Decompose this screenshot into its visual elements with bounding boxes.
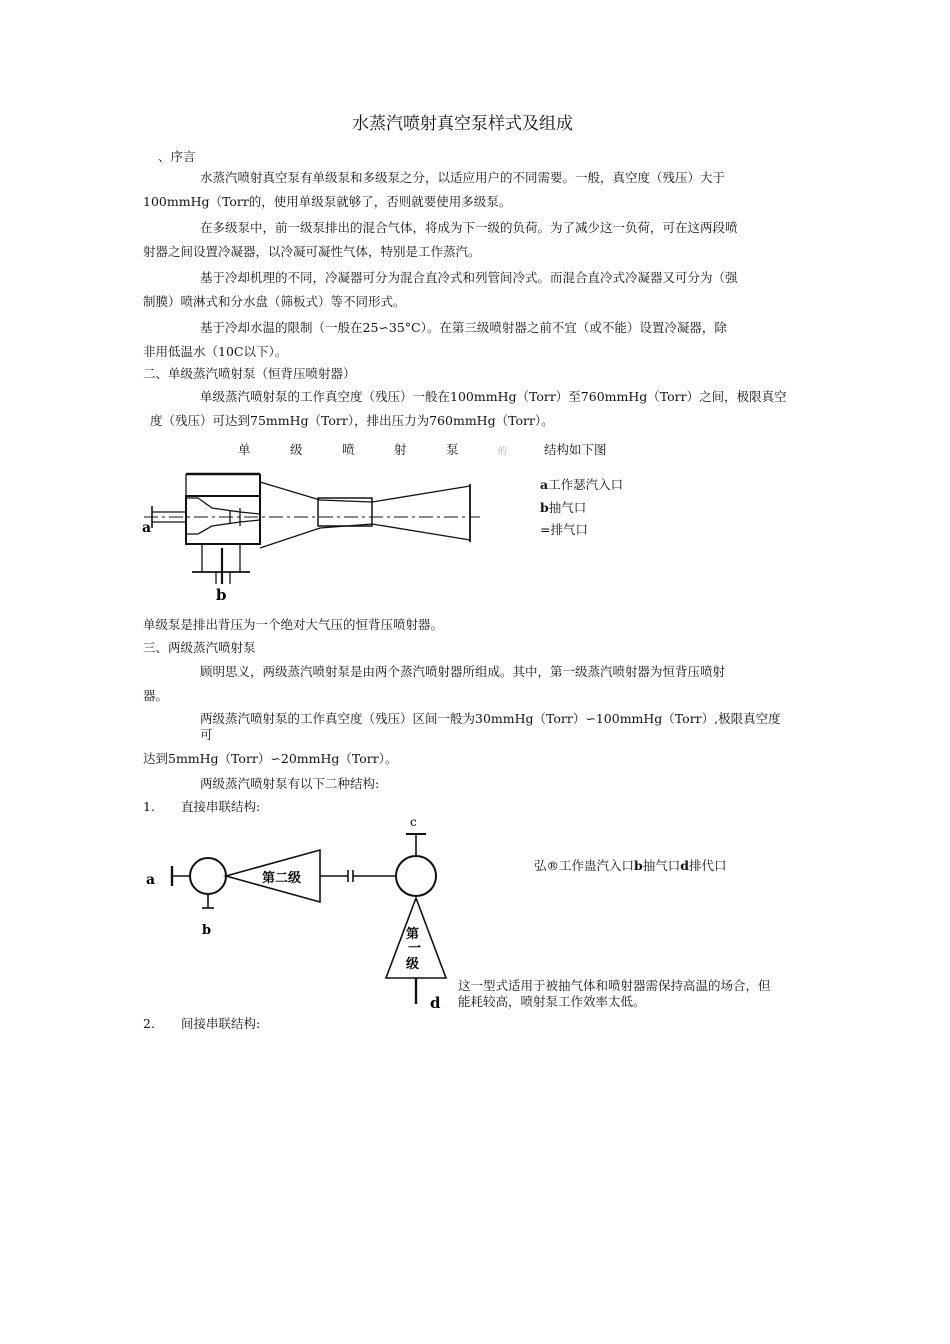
single-stage-ejector-diagram [140, 468, 485, 608]
caption-char: 级 [290, 442, 303, 457]
caption-tail: 结构如下图 [544, 442, 607, 457]
caption-char: 泵 [446, 442, 459, 457]
legend-b-key: b [540, 500, 549, 515]
legend-a [540, 477, 623, 493]
section-3-heading: 三、两级蒸汽喷射泵 [143, 640, 256, 655]
two-stage-direct-series-diagram [140, 812, 450, 1012]
para-4-line-2: 非用低温水（10C以下）。 [143, 344, 288, 359]
caption-char: 的 [498, 447, 508, 457]
page-title: 水蒸汽喷射真空泵样式及组成 [352, 114, 573, 134]
sec3-para-1-line-1: 顾明思义，两级蒸汽喷射泵是由两个蒸汽喷射器所组成。其中，第一级蒸汽喷射器为恒背压喷射 [200, 664, 726, 679]
sec3-para-2-line-1: 两级蒸汽喷射泵的工作真空度（残压）区间一般为30mmHg（Torr）∽100mmHg（Torr）,极限真空度 [200, 711, 781, 726]
list-item-2-text: 间接串联结构: [181, 1016, 261, 1031]
figure-2-legend-d: 排代口 [689, 858, 727, 873]
stage-1-label-top: 第 [406, 927, 420, 942]
stage-1-label-mid: 一 [408, 941, 422, 956]
figure-2-legend-a: 弘®工作蛊汽入口 [534, 858, 635, 873]
figure-2-note-line-2: 能耗较高，喷射泵工作效率太低。 [458, 994, 646, 1009]
figure-2-label-d: d [430, 994, 441, 1012]
para-2-line-1: 在多级泵中，前一级泵排出的混合气体，将成为下一级的负荷。为了减少这一负荷，可在这两段喷 [200, 220, 738, 235]
para-4-line-1: 基于冷却水温的限制（一般在25∽35°C）。在第三级喷射器之前不宜（或不能）设置冷凝器，除 [200, 320, 727, 335]
figure-1-caption [238, 442, 607, 460]
figure-2-legend-b: 抽气口 [642, 858, 681, 873]
sec2-para-line-1: 单级蒸汽喷射泵的工作真空度（残压）一般在100mmHg（Torr）至760mmHg（Torr）之间，极限真空 [200, 389, 787, 404]
figure-1-label-a: a [142, 520, 152, 536]
para-3-line-2: 制膜）喷淋式和分水盘（筛板式）等不同形式。 [143, 294, 406, 309]
legend-c: =排气口 [540, 522, 588, 537]
caption-char: 射 [394, 442, 407, 457]
para-1-line-2: 100mmHg（Torr的，使用单级泵就够了，否则就要使用多级泵。 [143, 194, 512, 209]
para-2-line-2: 射器之间设置冷凝器，以冷凝可凝性气体，特别是工作蒸汽。 [143, 244, 481, 259]
caption-char: 单 [238, 442, 251, 457]
legend-a-text: 工作瑟汽入口 [548, 477, 624, 492]
para-3-line-1: 基于冷却机理的不同，冷凝器可分为混合直冷式和列管间冷式。而混合直冷式冷凝器又可分为（强 [200, 270, 738, 285]
sec3-para-1-line-2: 器。 [143, 688, 169, 703]
figure-2-legend-d-key: d [680, 858, 690, 873]
section-1-heading: 、序言 [158, 149, 196, 164]
legend-b [540, 500, 586, 516]
figure-2-label-a: a [146, 872, 156, 888]
list-item-1-number: 1. [143, 799, 155, 814]
sec2-para-line-2: 度（残压）可达到75mmHg（Torr），排出压力为760mmHg（Torr）。 [150, 413, 554, 428]
figure-2-label-b: b [202, 923, 212, 938]
figure-2-label-c: c [410, 815, 417, 829]
sec3-para-3: 两级蒸汽喷射泵有以下二种结构: [200, 776, 380, 791]
legend-a-key: a [540, 477, 549, 492]
caption-char: 喷 [342, 442, 355, 457]
sec2-after-figure: 单级泵是排出背压为一个绝对大气压的恒背压喷射器。 [143, 617, 444, 632]
para-1-line-1: 水蒸汽喷射真空泵有单级泵和多级泵之分，以适应用户的不同需要。一般，真空度（残压）大于 [200, 170, 726, 185]
list-item-2 [143, 1016, 260, 1032]
list-item-1-text: 直接串联结构: [181, 799, 261, 814]
figure-2-note-line-1: 这一型式适用于被抽气体和喷射器需保持高温的场合，但 [458, 978, 771, 993]
stage-1-label-bot: 级 [406, 957, 420, 972]
list-item-2-number: 2. [143, 1016, 155, 1031]
legend-b-text: 抽气口 [548, 500, 587, 515]
sec3-para-2-line-2: 可 [200, 727, 213, 742]
section-2-heading: 二、单级蒸汽喷射泵（恒背压喷射器） [143, 366, 356, 381]
figure-2-legend-b-key: b [634, 858, 643, 873]
figure-1-label-b: b [216, 586, 227, 604]
stage-2-label: 第二级 [262, 871, 302, 886]
sec3-para-2-line-3: 达到5mmHg（Torr）∽20mmHg（Torr）。 [143, 751, 398, 766]
figure-2-legend [534, 858, 727, 874]
